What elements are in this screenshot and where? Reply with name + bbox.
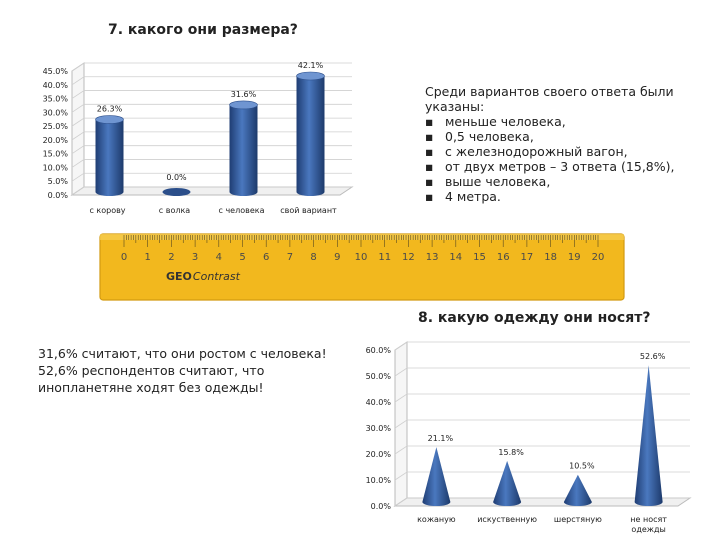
cylinder-top xyxy=(96,116,124,124)
y-tick-label: 15.0% xyxy=(42,149,68,159)
cone-bar xyxy=(564,475,592,506)
cone-bar xyxy=(493,461,521,506)
data-label: 26.3% xyxy=(96,104,123,114)
ruler-number: 14 xyxy=(449,252,463,263)
chart7-note-intro: Среди вариантов своего ответа были указаны: xyxy=(425,84,674,114)
note-item: ▪ выше человека, xyxy=(425,174,710,189)
ruler-number: 5 xyxy=(239,252,246,263)
y-tick-label: 35.0% xyxy=(42,94,68,104)
x-tick-label: с волка xyxy=(158,206,191,215)
x-tick-label: кожаную xyxy=(417,515,456,524)
chart7-note-list xyxy=(425,114,710,204)
cylinder-bar xyxy=(96,120,124,196)
y-tick-label: 40.0% xyxy=(365,398,391,407)
y-tick-label: 20.0% xyxy=(365,450,391,459)
x-tick-label: с корову xyxy=(89,206,126,215)
side-wall xyxy=(72,63,84,195)
gridline xyxy=(395,368,690,376)
cone-bar xyxy=(635,365,663,506)
ruler-number: 8 xyxy=(310,252,317,263)
chart8-cone-chart xyxy=(350,335,720,540)
ruler-number: 17 xyxy=(520,252,534,263)
x-tick-label: не носят xyxy=(630,515,667,524)
y-tick-label: 25.0% xyxy=(42,122,68,132)
ruler-number: 20 xyxy=(591,252,605,263)
ruler-number: 6 xyxy=(263,252,270,263)
ruler-brand-italic: Contrast xyxy=(192,270,240,283)
y-tick-label: 45.0% xyxy=(42,67,68,76)
x-tick-label: свой вариант xyxy=(280,206,337,215)
x-tick-label: шерстяную xyxy=(553,515,602,524)
y-tick-label: 0.0% xyxy=(47,191,68,200)
chart8-title: 8. какую одежду они носят? xyxy=(418,310,651,326)
cylinder-top xyxy=(230,101,258,109)
ruler-number: 18 xyxy=(544,252,557,263)
ruler-brand-logo xyxy=(166,270,241,283)
y-tick-label: 10.0% xyxy=(365,476,391,485)
data-label: 21.1% xyxy=(427,434,454,444)
x-tick-label: искуственную xyxy=(477,515,538,524)
y-tick-label: 40.0% xyxy=(42,80,68,90)
chart8-note xyxy=(38,345,338,396)
chart7-note xyxy=(425,84,710,204)
y-tick-label: 50.0% xyxy=(365,372,391,381)
ruler-number: 15 xyxy=(473,252,486,263)
x-tick-label: одежды xyxy=(631,525,666,534)
y-tick-label: 0.0% xyxy=(370,502,391,511)
ruler-brand-bold: GEO xyxy=(166,270,192,283)
cylinder-bar xyxy=(163,188,191,196)
cylinder-bar xyxy=(297,76,325,196)
note-item: ▪ меньше человека, xyxy=(425,114,710,129)
note-item: ▪ 4 метра. xyxy=(425,189,710,204)
chart7-bar-chart xyxy=(0,40,400,225)
ruler-number: 10 xyxy=(354,252,368,263)
x-tick-label: с человека xyxy=(218,206,265,215)
y-tick-label: 10.0% xyxy=(42,163,68,173)
ruler-number: 9 xyxy=(334,252,341,263)
chart7-title: 7. какого они размера? xyxy=(108,22,298,38)
note-item: ▪ от двух метров – 3 ответа (15,8%), xyxy=(425,159,710,174)
ruler-number: 3 xyxy=(191,252,199,263)
ruler-number: 16 xyxy=(496,252,510,263)
data-label: 10.5% xyxy=(569,461,595,471)
note-item: ▪ с железнодорожный вагон, xyxy=(425,144,710,159)
cone-bar xyxy=(422,447,450,506)
cylinder-bar xyxy=(230,105,258,196)
y-tick-label: 5.0% xyxy=(47,177,68,187)
data-label: 15.8% xyxy=(498,447,524,457)
ruler-number: 13 xyxy=(425,252,439,263)
ruler-number: 11 xyxy=(378,252,392,263)
ruler-number: 12 xyxy=(402,252,415,263)
ruler-number: 0 xyxy=(120,252,128,263)
ruler-body xyxy=(100,234,624,300)
ruler-image xyxy=(98,232,628,304)
ruler-number: 1 xyxy=(144,252,151,263)
ruler-number: 7 xyxy=(286,252,294,263)
chart8-note-line: 52,6% респондентов считают, что инопланетяне ходят без одежды! xyxy=(38,363,265,395)
data-label: 42.1% xyxy=(297,60,324,70)
data-label: 0.0% xyxy=(166,173,187,182)
ruler-number: 2 xyxy=(168,252,175,263)
y-tick-label: 60.0% xyxy=(365,346,391,355)
ruler-number: 19 xyxy=(567,252,581,263)
y-tick-label: 20.0% xyxy=(42,135,68,145)
y-tick-label: 30.0% xyxy=(365,424,391,433)
gridline xyxy=(395,342,690,350)
y-tick-label: 30.0% xyxy=(42,108,68,118)
data-label: 31.6% xyxy=(230,89,257,99)
note-item: ▪ 0,5 человека, xyxy=(425,129,710,144)
ruler-number: 4 xyxy=(215,252,222,263)
data-label: 52.6% xyxy=(639,352,666,362)
cylinder-top xyxy=(297,72,325,80)
chart8-note-line: 31,6% считают, что они ростом с человека! xyxy=(38,346,327,361)
